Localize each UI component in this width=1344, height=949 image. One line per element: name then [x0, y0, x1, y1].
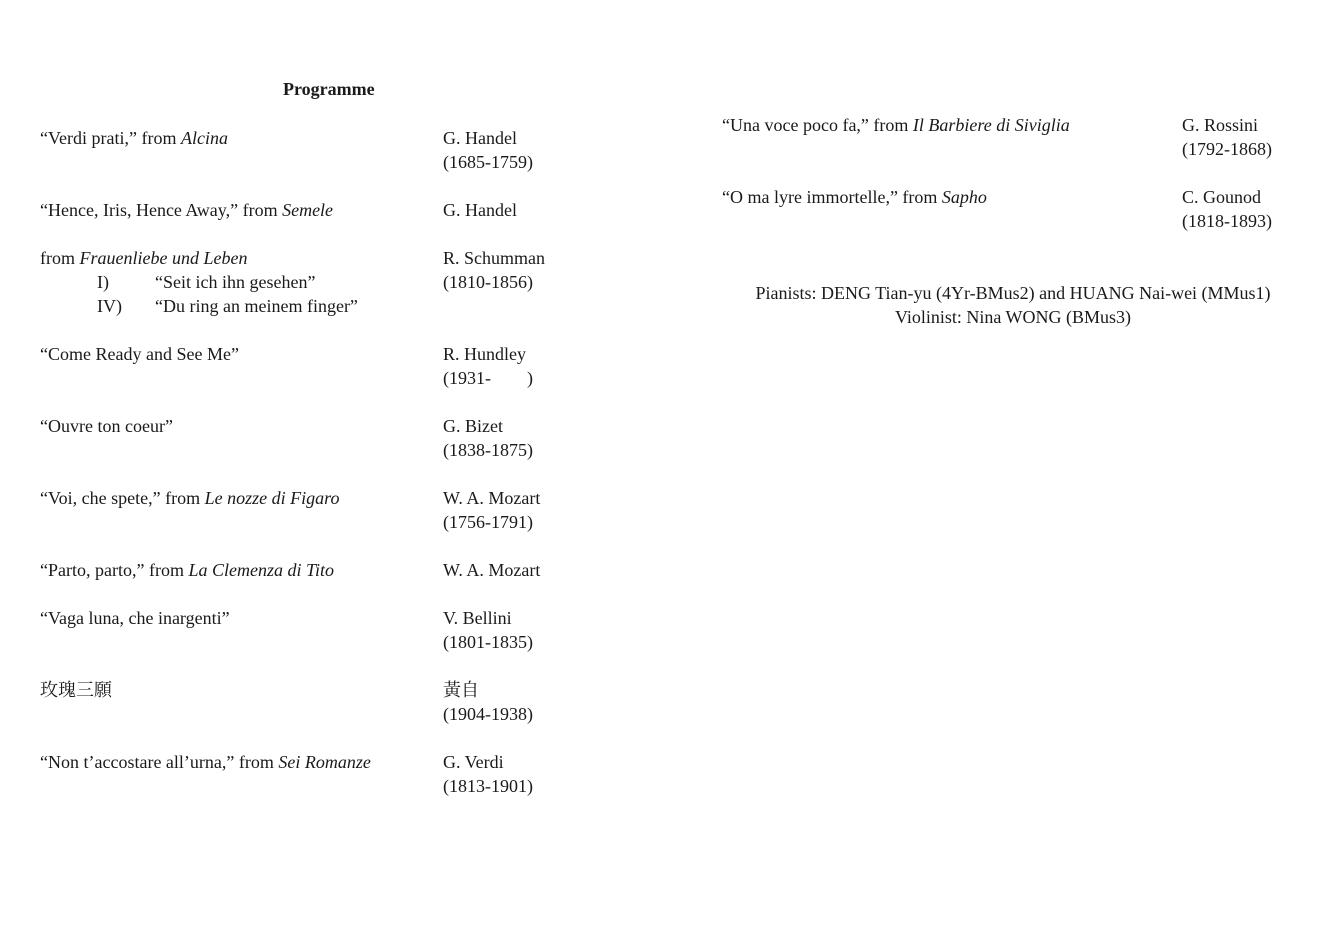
programme-entry	[722, 185, 1322, 257]
programme-entry	[722, 113, 1322, 185]
sub-item: I) “Seit ich ihn gesehen”	[97, 272, 316, 292]
programme-entry	[40, 486, 600, 558]
piece-title: from Frauenliebe und Leben I) “Seit ich ihn gesehen” IV) “Du ring an meinem finger”	[40, 248, 358, 316]
programme-entry	[40, 342, 600, 414]
composer-dates: (1838-1875)	[443, 440, 533, 460]
composer-name: G. Rossini	[1182, 115, 1259, 135]
composer	[1182, 113, 1272, 161]
composer-name: G. Verdi	[443, 752, 504, 772]
composer	[443, 342, 533, 390]
programme-right-column	[722, 113, 1322, 257]
programme-entry	[40, 558, 600, 606]
composer-dates: (1818-1893)	[1182, 211, 1272, 231]
piece-title: “Non t’accostare all’urna,” from Sei Romanze	[40, 752, 371, 772]
composer-name: R. Hundley	[443, 344, 526, 364]
programme-title: Programme	[283, 79, 375, 99]
composer-name: 黃自	[443, 680, 479, 700]
composer-name: W. A. Mozart	[443, 560, 541, 580]
programme-entry	[40, 606, 600, 678]
composer	[443, 198, 517, 222]
sub-item: IV) “Du ring an meinem finger”	[97, 296, 358, 316]
composer	[1182, 185, 1272, 233]
composer	[443, 246, 545, 294]
programme-entry	[40, 246, 600, 342]
composer	[443, 414, 533, 462]
piece-title: “Verdi prati,” from Alcina	[40, 128, 228, 148]
composer	[443, 678, 533, 726]
composer-dates: (1931- )	[443, 368, 533, 388]
piece-title: “Voi, che spete,” from Le nozze di Figaro	[40, 488, 340, 508]
composer-dates: (1756-1791)	[443, 512, 533, 532]
programme-entry	[40, 678, 600, 750]
composer	[443, 486, 540, 534]
composer	[443, 126, 533, 174]
composer-dates: (1810-1856)	[443, 272, 533, 292]
composer-name: W. A. Mozart	[443, 488, 541, 508]
performer-credits	[722, 281, 1304, 329]
piece-title: “Hence, Iris, Hence Away,” from Semele	[40, 200, 334, 220]
pianists-credit: Pianists: DENG Tian-yu (4Yr-BMus2) and HUANG Nai-wei (MMus1)	[755, 283, 1271, 303]
composer-dates: (1792-1868)	[1182, 139, 1272, 159]
programme-entry	[40, 414, 600, 486]
piece-title: “Una voce poco fa,” from Il Barbiere di Siviglia	[722, 115, 1070, 135]
piece-title: “Vaga luna, che inargenti”	[40, 608, 230, 628]
piece-title: “Ouvre ton coeur”	[40, 416, 173, 436]
composer-name: C. Gounod	[1182, 187, 1262, 207]
piece-title: 玫瑰三願	[40, 680, 112, 700]
composer-dates: (1813-1901)	[443, 776, 533, 796]
programme-left-column	[40, 126, 600, 798]
composer-name: R. Schumman	[443, 248, 545, 268]
composer-name: G. Handel	[443, 200, 517, 220]
piece-title: “Parto, parto,” from La Clemenza di Tito	[40, 560, 334, 580]
composer-name: V. Bellini	[443, 608, 512, 628]
programme-entry	[40, 198, 600, 246]
composer	[443, 606, 533, 654]
composer-dates: (1801-1835)	[443, 632, 533, 652]
composer-dates: (1685-1759)	[443, 152, 533, 172]
piece-title: “O ma lyre immortelle,” from Sapho	[722, 187, 987, 207]
piece-title: “Come Ready and See Me”	[40, 344, 239, 364]
composer-dates: (1904-1938)	[443, 704, 533, 724]
violinist-credit: Violinist: Nina WONG (BMus3)	[894, 307, 1132, 327]
composer-name: G. Handel	[443, 128, 517, 148]
composer	[443, 558, 540, 582]
programme-entry	[40, 750, 600, 798]
composer-name: G. Bizet	[443, 416, 503, 436]
composer	[443, 750, 533, 798]
programme-entry	[40, 126, 600, 198]
